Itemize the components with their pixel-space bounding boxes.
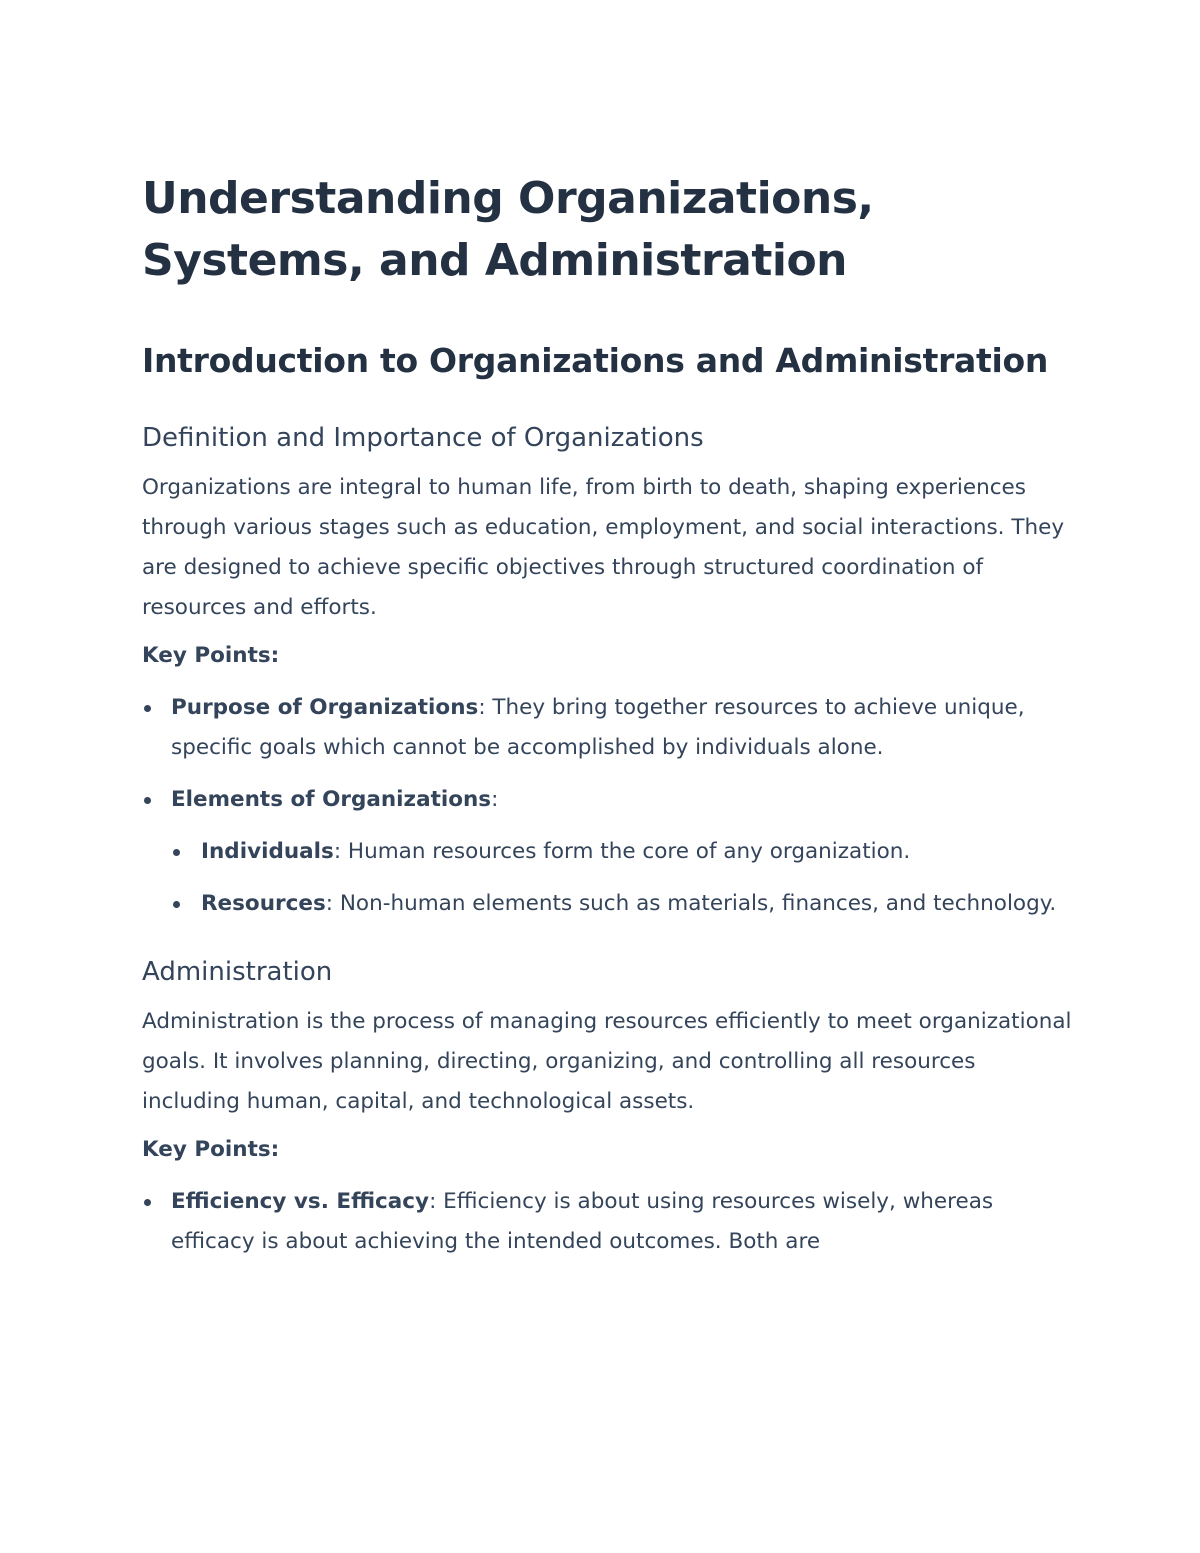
- key-points-list: [142, 1182, 1072, 1262]
- section-heading-introduction: Introduction to Organizations and Administration: [142, 341, 1049, 380]
- list-item: [142, 688, 1072, 768]
- key-points-label: Key Points:: [142, 1137, 280, 1162]
- key-points-list: [142, 688, 1072, 924]
- list-item-term: Individuals: [201, 839, 334, 864]
- list-item: [171, 832, 1072, 872]
- bullet-icon: [173, 849, 180, 856]
- bullet-icon: [173, 901, 180, 908]
- list-item-text: : They bring together resources to achieve unique, specific goals which cannot be accomplished by individuals alone.: [171, 695, 1025, 760]
- list-item-text: :: [491, 787, 499, 812]
- list-item-text: : Non-human elements such as materials, finances, and technology.: [325, 891, 1057, 916]
- list-item-term: Purpose of Organizations: [171, 695, 479, 720]
- list-item-term: Resources: [201, 891, 326, 916]
- bullet-icon: [144, 797, 151, 804]
- subsection-heading-definition: Definition and Importance of Organizations: [142, 423, 704, 453]
- document-title: Understanding Organizations, Systems, and Administration: [142, 173, 874, 286]
- key-points-label: Key Points:: [142, 643, 280, 668]
- list-item-text: : Efficiency is about using resources wisely, whereas efficacy is about achieving the intended outcomes. Both are: [171, 1189, 994, 1254]
- sub-points-list: [171, 832, 1072, 924]
- list-item: [142, 1182, 1072, 1262]
- subsection-heading-administration: Administration: [142, 957, 333, 987]
- administration-paragraph: Administration is the process of managing resources efficiently to meet organizational goals. It involves planning, directing, organizing, and controlling all resources including human, capital, and technological assets.: [142, 1009, 1072, 1114]
- list-item-term: Elements of Organizations: [171, 787, 492, 812]
- list-item-text: : Human resources form the core of any organization.: [333, 839, 911, 864]
- list-item: [171, 884, 1072, 924]
- bullet-icon: [144, 1199, 151, 1206]
- bullet-icon: [144, 705, 151, 712]
- list-item: [142, 780, 1072, 924]
- document-page: [142, 168, 1072, 1262]
- definition-paragraph: Organizations are integral to human life, from birth to death, shaping experiences through various stages such as education, employment, and social interactions. They are designed to achieve specific objectives through structured coordination of resources and efforts.: [142, 475, 1065, 620]
- list-item-term: Efficiency vs. Efficacy: [171, 1189, 430, 1214]
